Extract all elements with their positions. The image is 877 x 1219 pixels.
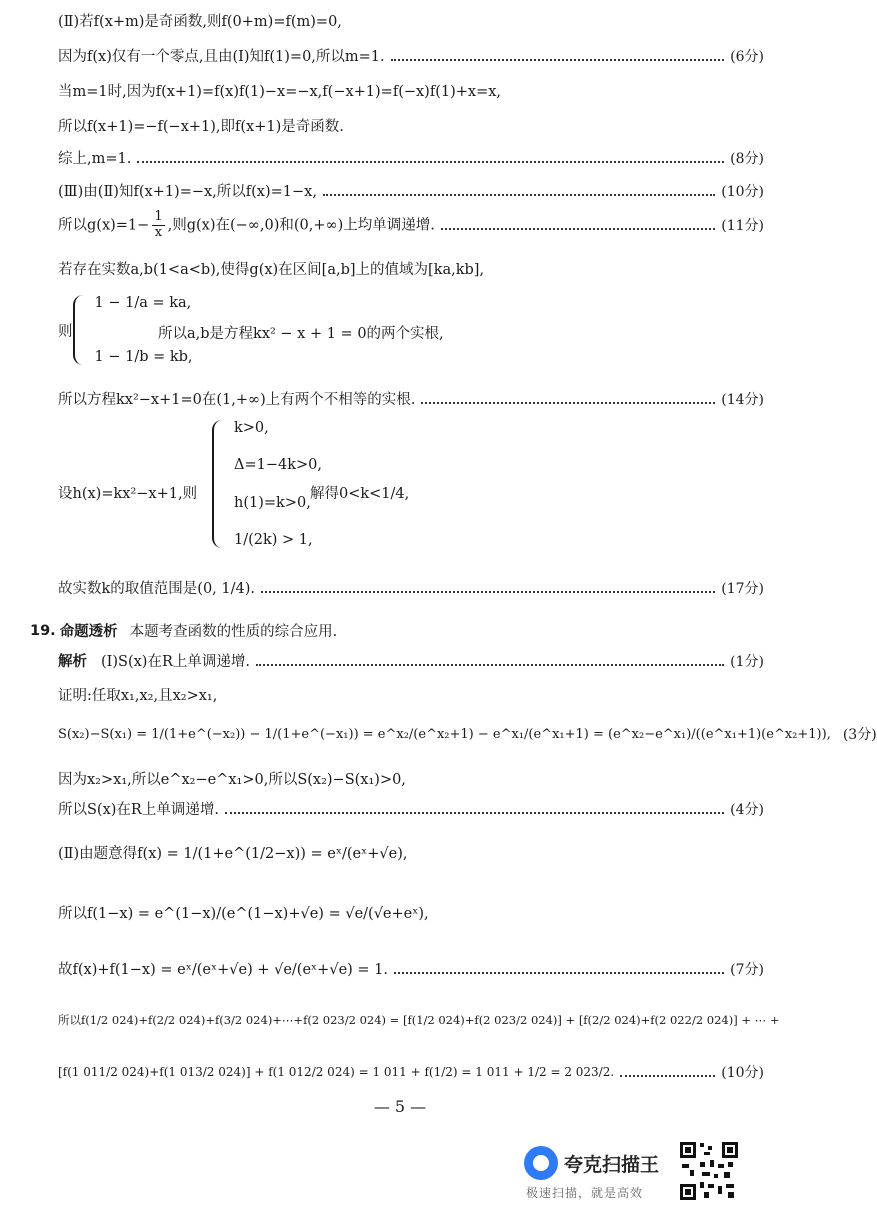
line-text: 所以f(1/2 024)+f(2/2 024)+f(3/2 024)+⋯+f(2 023/2 024) = [f(1/2 024)+f(2 023/2 024)] + [f(2/2 024)+f(2 022/2 024)] + ⋯ + — [58, 1013, 780, 1027]
text-line — [58, 1012, 780, 1028]
text-line — [58, 210, 764, 241]
text-line — [58, 798, 764, 819]
line-text: 因为f(x)仅有一个零点,且由(Ⅰ)知f(1)=0,所以m=1. — [58, 49, 385, 65]
text-line — [310, 482, 764, 503]
leader-dots — [261, 591, 715, 593]
text-line — [58, 842, 764, 863]
line-text-part: ,则g(x)在(−∞,0)和(0,+∞)上均单调递增. — [167, 217, 435, 234]
line-text: 所以f(1−x) = e^(1−x)/(e^(1−x)+√e) = √e/(√e+eˣ), — [58, 906, 429, 922]
system-row: 1 − 1/a = ka, — [94, 295, 192, 311]
page-number: — 5 — — [373, 1097, 427, 1116]
text-line — [158, 322, 764, 343]
leader-dots — [323, 194, 715, 196]
leader-dots — [620, 1075, 715, 1077]
text-line — [58, 724, 877, 744]
line-text: (Ⅱ)由题意得f(x) = 1/(1+e^(1/2−x)) = eˣ/(eˣ+√e), — [58, 846, 408, 862]
question-number: 19. — [30, 622, 56, 639]
line-text: 故f(x)+f(1−x) = eˣ/(eˣ+√e) + √e/(eˣ+√e) = 1. — [58, 962, 389, 978]
line-text: (Ⅰ)S(x)在R上单调递增. — [101, 654, 250, 670]
system-row: k>0, — [234, 420, 269, 436]
question-header — [30, 620, 764, 641]
line-text: 所以方程kx²−x+1=0在(1,+∞)上有两个不相等的实根. — [58, 392, 416, 408]
line-text: [f(1 011/2 024)+f(1 013/2 024)] + f(1 012/2 024) = 1 011 + f(1/2) = 1 011 + 1/2 = 2 023/2. — [58, 1065, 615, 1079]
text-line — [58, 258, 764, 279]
score-label: (11分) — [721, 218, 764, 235]
line-text: 所以f(x+1)=−f(−x+1),即f(x+1)是奇函数. — [58, 119, 344, 135]
text-line — [58, 768, 764, 789]
text-line — [58, 684, 764, 705]
text-line — [58, 80, 764, 101]
text-line — [58, 45, 764, 66]
leader-dots — [225, 812, 724, 814]
leader-dots — [421, 402, 715, 404]
text-line — [58, 180, 764, 201]
score-label: (6分) — [730, 48, 764, 65]
leader-dots — [256, 664, 724, 666]
system-row: h(1)=k>0, — [234, 494, 311, 511]
text-line — [58, 958, 764, 979]
text-line — [58, 577, 764, 598]
equation-system — [212, 420, 322, 548]
system-row: Δ=1−4k>0, — [234, 457, 322, 474]
text-line — [58, 115, 764, 136]
line-text: S(x₂)−S(x₁) = 1/(1+e^(−x₂)) − 1/(1+e^(−x₁)) = e^x₂/(e^x₂+1) − e^x₁/(e^x₁+1) = (e^x₂−e^x₁)/((e^x₁+1)(e^x₂+1)), — [58, 726, 831, 742]
fraction-numerator: 1 — [154, 209, 163, 224]
leader-dots — [394, 972, 724, 974]
line-text: (Ⅱ)若f(x+m)是奇函数,则f(0+m)=f(m)=0, — [58, 14, 342, 30]
watermark-title: 夸克扫描王 — [564, 1154, 660, 1176]
brace — [73, 295, 89, 365]
system-rows — [234, 420, 322, 548]
line-text: 当m=1时,因为f(x+1)=f(x)f(1)−x=−x,f(−x+1)=f(−x)f(1)+x=x, — [58, 84, 502, 100]
line-text: 所以S(x)在R上单调递增. — [58, 802, 219, 818]
text-line — [58, 902, 764, 923]
score-label: (14分) — [721, 391, 764, 408]
fraction-denominator: x — [152, 225, 165, 241]
line-text-part: 所以g(x)=1− — [58, 217, 150, 234]
text-line — [58, 147, 764, 168]
score-label: (4分) — [730, 801, 764, 818]
line-text: (Ⅲ)由(Ⅱ)知f(x+1)=−x,所以f(x)=1−x, — [58, 184, 317, 200]
watermark-subtitle: 极速扫描，就是高效 — [526, 1186, 644, 1200]
line-text: 本题考查函数的性质的综合应用. — [129, 624, 338, 640]
score-label: (8分) — [730, 150, 764, 167]
text-line — [58, 10, 764, 31]
line-text: 若存在实数a,b(1<a<b),使得g(x)在区间[a,b]上的值域为[ka,kb], — [58, 262, 485, 278]
score-label: (10分) — [721, 1065, 764, 1081]
text-line — [58, 388, 764, 409]
line-text: 证明:任取x₁,x₂,且x₂>x₁, — [58, 688, 218, 704]
line-text: 因为x₂>x₁,所以e^x₂−e^x₁>0,所以S(x₂)−S(x₁)>0, — [58, 772, 406, 788]
text-line — [58, 1062, 764, 1082]
line-text: 综上,m=1. — [58, 151, 132, 167]
qr-code-icon — [678, 1140, 740, 1202]
system-row: 1/(2k) > 1, — [234, 531, 313, 548]
fraction — [151, 210, 165, 241]
section-label: 命题透析 — [59, 624, 118, 640]
line-text: 故实数k的取值范围是(0, 1/4). — [58, 581, 255, 597]
text-line — [58, 650, 764, 671]
line-text: 设h(x)=kx²−x+1,则 — [58, 486, 198, 502]
brace — [212, 420, 228, 548]
score-label: (10分) — [721, 183, 764, 200]
scanner-logo-icon — [524, 1146, 558, 1180]
line-text: 解得0<k<1/4, — [310, 486, 410, 502]
score-label: (17分) — [721, 580, 764, 597]
line-text — [58, 210, 435, 241]
system-prefix: 则 — [58, 323, 73, 340]
score-label: (7分) — [730, 961, 764, 978]
leader-dots — [137, 161, 724, 163]
section-label: 解析 — [58, 654, 87, 670]
score-label: (1分) — [730, 653, 764, 670]
leader-dots — [391, 59, 725, 61]
line-text: 所以a,b是方程kx² − x + 1 = 0的两个实根, — [158, 326, 444, 342]
system-row: 1 − 1/b = kb, — [94, 349, 193, 365]
leader-dots — [441, 228, 715, 230]
scanner-watermark — [524, 1140, 674, 1200]
score-label: (3分) — [842, 727, 877, 743]
